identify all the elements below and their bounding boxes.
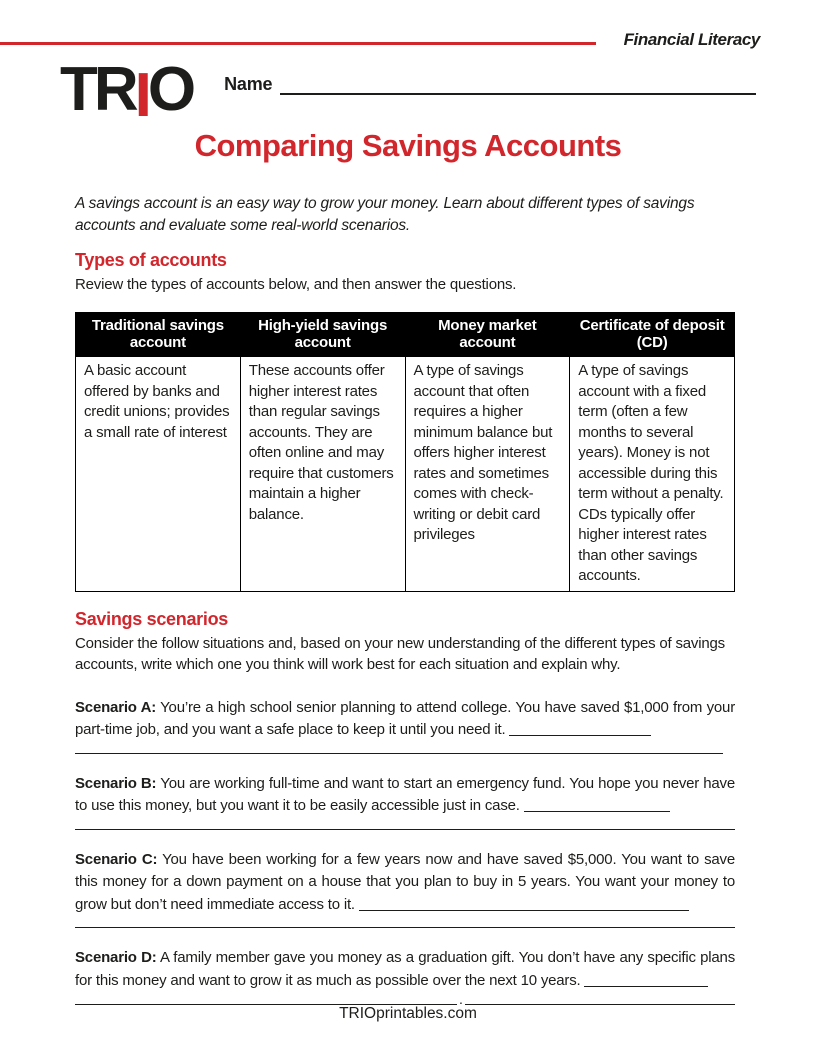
logo-post: O <box>147 55 193 124</box>
name-field-group <box>224 74 756 95</box>
table-header-cd: Certificate of deposit (CD) <box>570 313 735 357</box>
scenario-c <box>75 849 735 929</box>
logo-pre: TR <box>60 55 135 124</box>
scenario-b-label: Scenario B: <box>75 774 157 792</box>
table-header-high-yield: High-yield savings account <box>240 313 405 357</box>
table-header-traditional: Traditional savings account <box>76 313 241 357</box>
scenarios-instruction: Consider the follow situations and, based on your new understanding of the different types of savings accounts, write which one you think will work best for each situation and explain why. <box>75 634 725 673</box>
content-column <box>75 193 735 1005</box>
table-cell-money-market: A type of savings account that often requires a higher minimum balance but offers higher interest rates and sometimes comes with check-writing or debit card privileges <box>405 357 570 592</box>
intro-text: A savings account is an easy way to grow your money. Learn about different types of savings accounts and evaluate some real-world scenarios. <box>75 195 695 234</box>
table-header-row <box>76 313 735 357</box>
scenario-c-answer-blank[interactable] <box>359 898 689 911</box>
scenario-d-body: A family member gave you money as a graduation gift. You don’t have any specific plans for this money and want to grow it as much as possible over the next 10 years. <box>75 949 736 989</box>
accounts-table-body <box>76 357 735 592</box>
scenario-c-label: Scenario C: <box>75 850 158 868</box>
table-cell-cd: A type of savings account with a fixed term (often a few months to several years). Money is not accessible during this term without a penalty. CDs typically offer higher interest rates than other savings accounts. <box>570 357 735 592</box>
scenario-b <box>75 773 735 830</box>
table-header-money-market: Money market account <box>405 313 570 357</box>
name-write-in-line[interactable] <box>280 76 756 95</box>
scenario-d-label: Scenario D: <box>75 949 157 966</box>
scenario-a-body: You’re a high school senior planning to attend college. You have saved $1,000 from your part-time job, and you want a safe place to keep it until you need it. <box>75 698 735 738</box>
scenario-d-answer-line <box>75 992 735 1005</box>
name-label: Name <box>224 74 273 94</box>
accounts-table <box>75 312 735 592</box>
scenario-a <box>75 697 735 754</box>
table-body-row <box>76 357 735 592</box>
scenarios-section-heading: Savings scenarios <box>75 608 228 629</box>
scenario-c-answer-line[interactable] <box>75 916 735 928</box>
scenario-d-answer-blank[interactable] <box>584 974 708 987</box>
category-label: Financial Literacy <box>623 30 760 49</box>
scenario-b-body: You are working full-time and want to start an emergency fund. You hope you never have to use this money, but you want it to be easily accessible just in case. <box>75 774 735 814</box>
scenario-b-answer-blank[interactable] <box>524 799 670 812</box>
types-instruction: Review the types of accounts below, and then answer the questions. <box>75 276 517 293</box>
scenario-b-text <box>75 773 735 818</box>
scenario-d-text <box>75 947 735 992</box>
scenario-c-body: You have been working for a few years now and have saved $5,000. You want to save this money for a down payment on a house that you plan to buy in 5 years. You want your money to grow but don’t need immediate access to it. <box>75 850 735 913</box>
scenario-b-answer-line[interactable] <box>75 818 735 830</box>
scenario-d <box>75 947 735 1005</box>
page-title: Comparing Savings Accounts <box>194 128 622 163</box>
table-cell-traditional: A basic account offered by banks and credit unions; provides a small rate of interest <box>76 357 241 592</box>
accounts-table-header <box>76 313 735 357</box>
scenario-a-text <box>75 697 735 742</box>
trio-logo <box>60 55 193 130</box>
types-section-heading: Types of accounts <box>75 250 227 270</box>
footer-site-url: TRIOprintables.com <box>339 1005 477 1022</box>
scenario-d-answer-line-right[interactable] <box>465 992 735 1005</box>
table-cell-high-yield: These accounts offer higher interest rates than regular savings accounts. They are often online and may require that customers maintain a higher balance. <box>240 357 405 592</box>
answer-line-dot: . <box>459 991 463 1007</box>
scenario-a-answer-blank[interactable] <box>509 723 651 736</box>
logo-accent-letter: I <box>134 61 148 130</box>
brand-row <box>60 55 756 130</box>
scenario-a-answer-line[interactable] <box>75 742 723 754</box>
scenario-c-text <box>75 849 735 917</box>
scenario-d-answer-line-left[interactable] <box>75 992 457 1005</box>
header-rule <box>0 42 596 45</box>
scenario-a-label: Scenario A: <box>75 698 157 716</box>
